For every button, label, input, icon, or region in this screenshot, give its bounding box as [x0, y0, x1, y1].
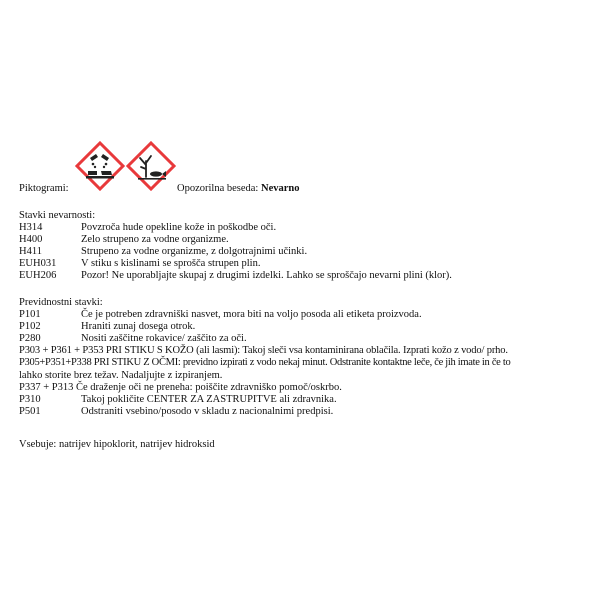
hazard-text: Pozor! Ne uporabljajte skupaj z drugimi izdelki. Lahko se sproščajo nevarni plini (klor). [81, 270, 452, 282]
precautionary-item [19, 309, 589, 321]
precautionary-p305-line1: P305+P351+P338 PRI STIKU Z OČMI: previdno izpirati z vodo nekaj minut. Odstranite kontaktne leče, če jih imate in če to [19, 357, 511, 369]
precautionary-code: P501 [19, 405, 41, 417]
precautionary-text: Hraniti zunaj dosega otrok. [81, 321, 196, 333]
hazard-item [19, 222, 589, 234]
precautionary-item [19, 321, 589, 333]
pictogram-row [19, 141, 589, 193]
precautionary-code: P310 [19, 393, 41, 405]
hazard-item [19, 234, 589, 246]
pictograms-label: Piktogrami: [19, 183, 69, 194]
environment-hazard-icon [126, 141, 176, 191]
precautionary-p305-line2: lahko storite brez težav. Nadaljujte z izpiranjem. [19, 369, 223, 381]
precautionary-text: Če je potreben zdravniški nasvet, mora biti na voljo posoda ali etiketa proizvoda. [81, 309, 422, 321]
hazard-statements [19, 210, 589, 283]
hazard-text: V stiku s kislinami se sprošča strupen plin. [81, 258, 261, 270]
hazard-item [19, 246, 589, 258]
corrosion-icon [75, 141, 125, 191]
signal-word [177, 183, 299, 195]
hazard-code: EUH206 [19, 270, 57, 282]
precautionary-title: Previdnostni stavki: [19, 297, 103, 308]
hazard-text: Povzroča hude opekline kože in poškodbe oči. [81, 222, 277, 234]
signal-word-label: Opozorilna beseda: [177, 183, 259, 194]
precautionary-item [19, 406, 589, 418]
precautionary-p303: P303 + P361 + P353 PRI STIKU S KOŽO (ali lasmi): Takoj sleči vsa kontaminirana oblačila. Izprati kožo z vodo/ prho. [19, 345, 508, 357]
contains-text: Vsebuje: natrijev hipoklorit, natrijev hidroksid [19, 439, 215, 450]
precautionary-item [19, 394, 589, 406]
hazard-code: H314 [19, 222, 43, 234]
precautionary-item [19, 333, 589, 345]
hazard-text: Strupeno za vodne organizme, z dolgotrajnimi učinki. [81, 246, 308, 258]
hazard-title: Stavki nevarnosti: [19, 210, 96, 221]
hazard-item [19, 270, 589, 282]
signal-word-value: Nevarno [260, 183, 300, 194]
hazard-text: Zelo strupeno za vodne organizme. [81, 234, 229, 246]
hazard-item [19, 258, 589, 270]
precautionary-code: P102 [19, 321, 41, 333]
contains-line [19, 439, 589, 451]
hazard-code: H400 [19, 234, 43, 246]
precautionary-text: Takoj pokličite CENTER ZA ZASTRUPITVE ali zdravnika. [81, 393, 337, 405]
precautionary-text: Odstraniti vsebino/posodo v skladu z nacionalnimi predpisi. [81, 405, 334, 417]
precautionary-p337: P337 + P313 Če draženje oči ne preneha: poiščite zdravniško pomoč/oskrbo. [19, 381, 342, 393]
precautionary-code: P101 [19, 309, 41, 321]
precautionary-statements [19, 297, 589, 418]
hazard-code: H411 [19, 246, 42, 258]
hazard-code: EUH031 [19, 258, 57, 270]
precautionary-text: Nositi zaščitne rokavice/ zaščito za oči. [81, 333, 247, 345]
precautionary-code: P280 [19, 333, 41, 345]
